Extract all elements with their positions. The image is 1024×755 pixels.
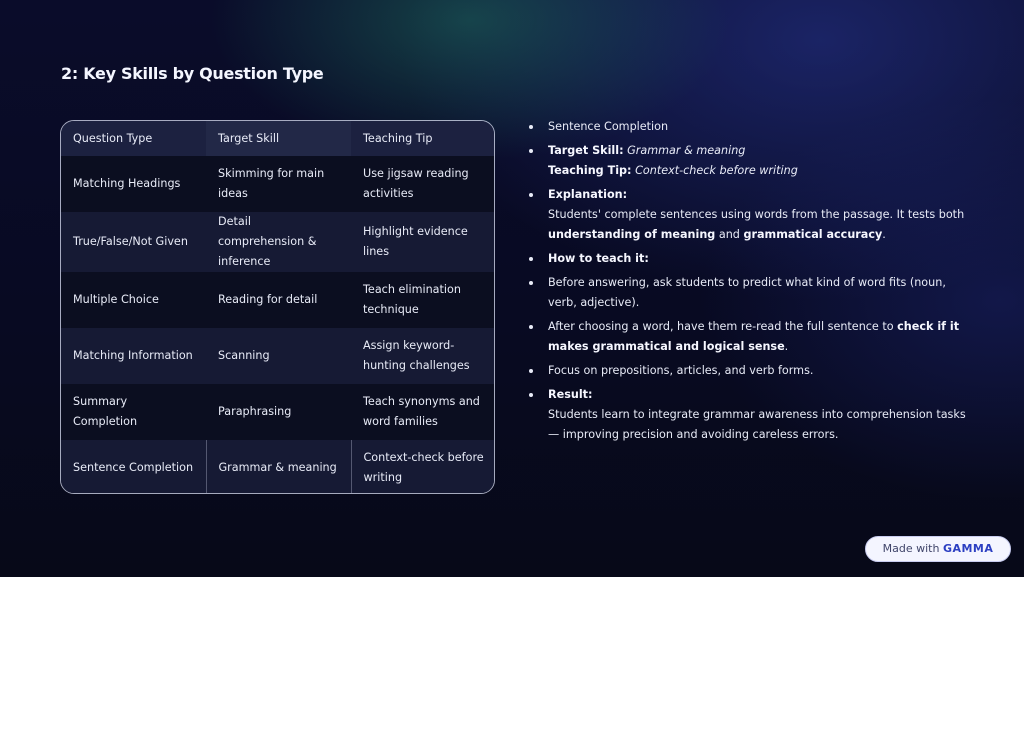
table-cell: Teach synonyms and word families — [363, 395, 480, 428]
step-text-end: . — [784, 340, 789, 353]
table-row — [61, 272, 495, 328]
table-header-row — [61, 121, 495, 156]
step-item — [527, 273, 967, 313]
how-to-teach-label: How to teach it: — [548, 252, 649, 265]
made-with-gamma-badge[interactable] — [865, 536, 1011, 562]
header-target-skill: Target Skill — [206, 121, 351, 156]
table-cell: Skimming for main ideas — [218, 167, 325, 200]
result-label: Result: — [548, 388, 593, 401]
explanation-item — [527, 185, 967, 245]
how-to-teach-item — [527, 249, 967, 269]
table-cell: Highlight evidence lines — [363, 225, 468, 258]
table-row — [61, 440, 495, 494]
bullet-icon — [529, 149, 533, 153]
badge-prefix: Made with — [882, 542, 940, 555]
step-item — [527, 361, 967, 381]
slide-title: 2: Key Skills by Question Type — [61, 64, 324, 83]
table-cell: Scanning — [218, 349, 270, 362]
detail-heading: Sentence Completion — [548, 120, 669, 133]
step-text: Before answering, ask students to predict what kind of word fits (noun, verb, adjective). — [548, 276, 946, 309]
table-row — [61, 156, 495, 212]
explanation-text: Students' complete sentences using words from the passage. It tests both — [548, 208, 965, 221]
step-text: Focus on prepositions, articles, and verb forms. — [548, 364, 814, 377]
bullet-icon — [529, 257, 533, 261]
explanation-bold-meaning: understanding of meaning — [548, 228, 716, 241]
bullet-icon — [529, 393, 533, 397]
table-cell: Context-check before writing — [363, 451, 484, 484]
table-cell: Detail comprehension & inference — [218, 215, 317, 268]
header-question-type: Question Type — [73, 131, 153, 145]
table-cell: Grammar & meaning — [206, 440, 351, 494]
table-cell: Assign keyword-hunting challenges — [363, 339, 470, 372]
bullet-icon — [529, 281, 533, 285]
step-bold-text: check if it makes grammatical and logical sense — [548, 320, 960, 353]
details-panel — [527, 117, 967, 449]
table-cell: Sentence Completion — [61, 440, 206, 494]
bullet-icon — [529, 325, 533, 329]
bullet-icon — [529, 369, 533, 373]
step-item — [527, 317, 967, 357]
bullet-icon — [529, 193, 533, 197]
detail-heading-item — [527, 117, 967, 137]
explanation-text-mid: and — [715, 228, 744, 241]
table-cell: Paraphrasing — [218, 405, 292, 418]
teaching-tip-value: Context-check before writing — [635, 164, 798, 177]
table-cell: Multiple Choice — [73, 293, 159, 306]
explanation-text-end: . — [882, 228, 886, 241]
bullet-icon — [529, 125, 533, 129]
step-text: After choosing a word, have them re-read the full sentence to — [548, 320, 898, 333]
skills-table-grid — [61, 121, 495, 494]
skills-table — [60, 120, 495, 494]
target-skill-value: Grammar & meaning — [627, 144, 746, 157]
target-skill-label: Target Skill: — [548, 144, 624, 157]
result-item — [527, 385, 967, 445]
detail-skill-tip-item — [527, 141, 967, 181]
teaching-tip-label: Teaching Tip: — [548, 164, 632, 177]
result-text: Students learn to integrate grammar awareness into comprehension tasks — improving precision and avoiding careless errors. — [548, 408, 966, 441]
gamma-logo-text: GAMMA — [942, 542, 994, 555]
table-cell: Matching Headings — [73, 177, 181, 190]
table-row — [61, 328, 495, 384]
table-cell: Teach elimination technique — [363, 283, 461, 316]
table-cell: Summary Completion — [73, 395, 138, 428]
table-cell: True/False/Not Given — [73, 235, 188, 248]
explanation-bold-accuracy: grammatical accuracy — [743, 228, 883, 241]
table-row — [61, 384, 495, 440]
table-cell: Reading for detail — [218, 293, 318, 306]
header-teaching-tip: Teaching Tip — [363, 131, 433, 145]
table-cell: Use jigsaw reading activities — [363, 167, 469, 200]
explanation-label: Explanation: — [548, 188, 628, 201]
table-cell: Matching Information — [73, 349, 193, 362]
table-row — [61, 212, 495, 272]
